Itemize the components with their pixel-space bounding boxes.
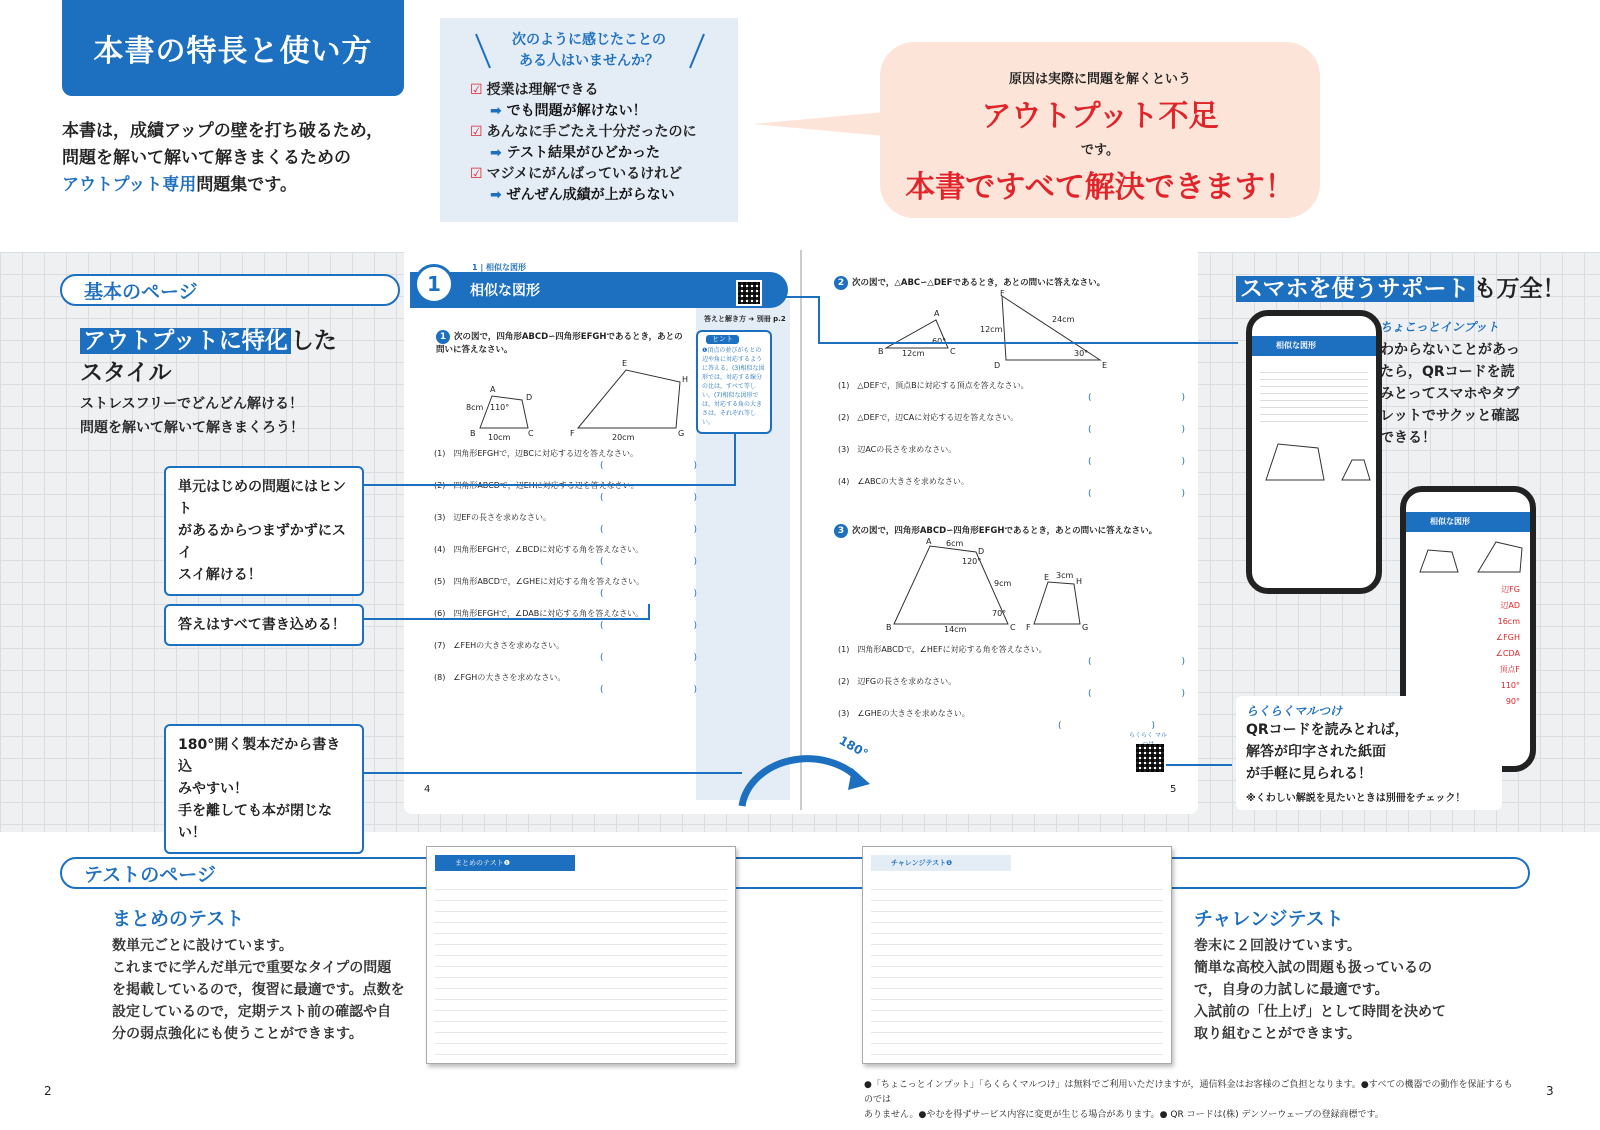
question-item: [470, 80, 697, 101]
challenge-test-title: チャレンジテスト: [1194, 908, 1344, 930]
fig-label: E: [1102, 361, 1108, 370]
phone-answer-list: [1406, 582, 1530, 710]
phone-text-lines: [1260, 366, 1368, 426]
support-text-line: みとってスマホやタブ: [1380, 386, 1520, 402]
desc-line: 簡単な高校入試の問題も扱っているの: [1194, 960, 1432, 976]
fig-label: 120°: [962, 557, 982, 566]
support-text-line: わからないことがあっ: [1380, 342, 1520, 358]
fig-label: B: [878, 347, 884, 356]
bubble-line-1: 原因は実際に問題を解くという: [1008, 72, 1191, 87]
connector-line: [364, 618, 650, 620]
question-arrow-text: でも問題が解けない！: [506, 103, 647, 119]
sub-question: [838, 476, 1186, 508]
desc-line: 取り組むことができます。: [1194, 1026, 1361, 1042]
sub-question-text: (4) ∠ABCの大きさを求めなさい。: [838, 477, 969, 486]
callout-text: 単元はじめの問題にはヒント: [178, 479, 346, 517]
sub-question-text: (2) 辺FGの長さを求めなさい。: [838, 677, 957, 686]
fig-label: G: [1082, 623, 1089, 632]
sub-question: [838, 380, 1186, 412]
fig-label: 14cm: [944, 625, 967, 634]
phone-answer: 頂点F: [1499, 665, 1520, 674]
footer-page-right: 3: [1546, 1084, 1554, 1098]
support-text-line: 解答が印字された紙面: [1246, 744, 1386, 760]
challenge-test-desc: [1194, 935, 1494, 1045]
footer-note-line: ありません。●やむを得ずサービス内容に変更が生じる場合があります。● QR コードは(株) デンソーウェーブの登録商標です。: [864, 1110, 1384, 1120]
figure-quadrilaterals-3: [884, 537, 1114, 634]
question-heading-line-2: ある人はいませんか？: [519, 53, 659, 69]
fig-label: G: [678, 429, 685, 438]
feature-desc-line-2: 問題を解いて解いて解きまくろう！: [80, 420, 304, 436]
answer-blank[interactable]: ( ): [600, 653, 698, 663]
connector-line: [734, 434, 736, 486]
thumb-title: まとめのテスト❶: [435, 855, 575, 871]
connector-line: [818, 342, 1238, 344]
desc-line: 数単元ごとに設けています。: [112, 938, 293, 954]
feature-rest: した: [290, 328, 337, 354]
intro-text: [62, 118, 383, 199]
check-icon: ☑: [470, 82, 483, 98]
sub-question: [434, 512, 698, 544]
callout-text: 180°開く製本だから書き込: [178, 737, 341, 775]
phone-answer: 16cm: [1497, 617, 1520, 626]
feature-description: [80, 392, 304, 440]
footer-note-line: ●「ちょこっとインプット」「らくらくマルつけ」は無料でご利用いただけますが，通信料金はお客様のご負担となります。●すべての機器での動作を保証するものでは: [864, 1080, 1513, 1105]
question-number-icon: 2: [834, 276, 848, 290]
sub-question: [434, 640, 698, 672]
badge-180: 180°: [836, 733, 871, 761]
bubble-line-3: です。: [1081, 143, 1119, 158]
fig-label: D: [978, 547, 985, 556]
thumb-content: [871, 879, 1163, 1059]
sub-question-text: (3) 辺EFの長さを求めなさい。: [434, 513, 551, 522]
phone-figure: [1412, 538, 1532, 578]
sub-question: [434, 608, 698, 640]
figure-quadrilaterals-1: [466, 359, 689, 442]
intro-line-3: [62, 172, 383, 199]
question-arrow-line: [470, 143, 697, 164]
answer-blank[interactable]: ( ): [600, 525, 698, 535]
fig-label: A: [934, 309, 940, 318]
support-text-line: QRコードを読みとれば，: [1246, 722, 1409, 738]
feature-highlight: アウトプットに特化: [80, 328, 291, 354]
callout-text: みやすい！: [178, 781, 248, 797]
page-title: 本書の特長と使い方: [62, 0, 404, 96]
phone-figure: [1258, 436, 1378, 486]
lesson-title-bar: 相似な図形: [410, 272, 788, 308]
question-3: [834, 524, 1174, 538]
input-support-box: [1380, 318, 1550, 449]
phone-answer: ∠FGH: [1496, 633, 1520, 642]
sub-question: [434, 544, 698, 576]
desc-line: 入試前の「仕上げ」として時間を決めて: [1194, 1004, 1446, 1020]
answer-blank[interactable]: ( ): [600, 557, 698, 567]
smartphone-heading-rest: も万全！: [1473, 276, 1566, 302]
intro-line-1: 本書は，成績アップの壁を打ち破るため，: [62, 121, 384, 141]
support-text-line: できる！: [1380, 430, 1436, 446]
question-list: [470, 80, 697, 206]
qr-code-icon[interactable]: [1136, 744, 1164, 772]
qr-code-icon[interactable]: [736, 280, 762, 306]
sub-question-text: [434, 480, 694, 492]
thumb-content: [435, 879, 727, 1059]
sub-question-text: (6) 四角形EFGHで，∠DABに対応する角を答えなさい。: [434, 609, 644, 618]
support-text-line: レットでサクッと確認: [1380, 408, 1520, 424]
challenge-test-thumbnail: [862, 846, 1172, 1064]
question-check-text: マジメにがんばっているけれど: [486, 166, 683, 182]
input-support-text: [1380, 339, 1550, 449]
fig-label: 6cm: [946, 539, 964, 548]
summary-test-desc: [112, 935, 412, 1045]
sub-question-text: (3) ∠GHEの大きさを求めなさい。: [838, 709, 970, 718]
fig-label: A: [926, 537, 932, 546]
q2-sub-list: [838, 380, 1186, 508]
question-2: [834, 276, 1174, 290]
summary-test-thumbnail: [426, 846, 736, 1064]
question-heading: [440, 30, 738, 72]
desc-line: 分の弱点強化にも使うことができます。: [112, 1026, 363, 1042]
answer-speech-bubble: [880, 42, 1320, 218]
hint-box: [696, 330, 772, 434]
callout-hint: [164, 466, 364, 596]
answer-blank[interactable]: ( ): [1088, 657, 1186, 667]
sub-question-text: (1) 四角形EFGHで，辺BCに対応する辺を答えなさい。: [434, 449, 638, 458]
answer-blank[interactable]: ( ): [1088, 457, 1186, 467]
question-arrow-text: ぜんぜん成績が上がらない: [506, 187, 675, 203]
grading-support-text: [1246, 719, 1492, 785]
phone-answer: 90°: [1505, 697, 1520, 706]
phone-lesson-title: 相似な図形: [1252, 336, 1376, 356]
fig-label: 20cm: [612, 433, 635, 442]
page-number-left: 4: [424, 784, 431, 795]
sub-question-text: (2) △DEFで，辺CAに対応する辺を答えなさい。: [838, 413, 1019, 422]
fig-label: 3cm: [1056, 571, 1074, 580]
fig-label: C: [528, 429, 534, 438]
feature-title: [80, 325, 337, 389]
grading-support-box: [1236, 696, 1502, 810]
fig-label: F: [570, 429, 575, 438]
callout-text: スイ解ける！: [178, 567, 262, 583]
answer-blank[interactable]: ( ): [600, 461, 698, 471]
desc-line: 設定しているので，定期テスト前の確認や自: [112, 1004, 392, 1020]
question-heading-line-1: 次のように感じたことの: [512, 32, 666, 48]
connector-line: [648, 604, 650, 620]
tag-chokotto-input: ちょこっとインプット: [1380, 320, 1499, 334]
support-text-line: たら，QRコードを読: [1380, 364, 1515, 380]
check-icon: ☑: [470, 166, 483, 182]
feature-line-2: スタイル: [80, 360, 172, 386]
answer-blank[interactable]: ( ): [1088, 393, 1186, 403]
thumb-title: チャレンジテスト❶: [871, 855, 1011, 871]
fig-label: 70°: [992, 609, 1007, 618]
intro-line-2: 問題を解いて解いて解きまくるための: [62, 148, 351, 168]
q3-sub-list: [838, 644, 1186, 740]
fig-label: E: [1044, 573, 1050, 582]
intro-highlight: アウトプット専用: [62, 175, 197, 195]
answer-blank[interactable]: ( ): [600, 589, 698, 599]
grading-note: ※くわしい解説を見たいときは別冊をチェック！: [1246, 793, 1466, 804]
question-box: [440, 18, 738, 222]
sub-question-text: (1) 四角形ABCDで，∠HEFに対応する角を答えなさい。: [838, 645, 1047, 654]
lesson-number: 1: [414, 264, 454, 304]
question-arrow-text: テスト結果がひどかった: [506, 145, 661, 161]
desc-line: で，自身の力試しに最適です。: [1194, 982, 1389, 998]
check-icon: ☑: [470, 124, 483, 140]
fig-label: 110°: [490, 403, 510, 412]
answer-blank[interactable]: ( ): [600, 685, 698, 695]
connector-line: [364, 484, 734, 486]
answer-blank[interactable]: ( ): [600, 621, 698, 631]
callout-text: 答えはすべて書き込める！: [178, 617, 346, 633]
fig-label: 10cm: [488, 433, 511, 442]
challenge-test-block: [1194, 904, 1494, 1045]
sub-question: [434, 448, 698, 480]
phone-lesson-title: 相似な図形: [1406, 512, 1530, 532]
smartphone-heading: [1236, 270, 1566, 303]
question-item: [470, 122, 697, 143]
fig-label: H: [682, 375, 689, 384]
fig-label: 9cm: [994, 579, 1012, 588]
section-label-test: テストのページ: [60, 857, 1530, 889]
fig-label: D: [526, 393, 533, 402]
bubble-output-shortage: アウトプット不足: [981, 99, 1219, 134]
answer-blank[interactable]: ( ): [1058, 721, 1156, 731]
callout-text: 手を離しても本が閉じない！: [178, 803, 332, 841]
section-label-basic: 基本のページ: [60, 274, 400, 306]
figure-triangles: [876, 290, 1106, 370]
question-2-text: 次の図で，△ABC∽△DEFであるとき，あとの問いに答えなさい。: [852, 278, 1106, 288]
summary-test-title: まとめのテスト: [112, 908, 245, 930]
fig-label: B: [886, 623, 892, 632]
summary-test-block: [112, 904, 412, 1045]
desc-line: これまでに学んだ単元で重要なタイプの問題: [112, 960, 392, 976]
sub-question: [434, 672, 698, 704]
sub-question: [838, 708, 1178, 740]
question-check-text: 授業は理解できる: [486, 82, 599, 98]
hint-text: ❶頂点の並びがもとの辺や角に対応するように答える。(3)相似な図形では，対応する線分の比は，すべて等しい。(7)相似な図形では，対応する角の大きさは，それぞれ等しい。: [702, 347, 765, 426]
book-spine: [800, 250, 802, 810]
arrow-icon: ➡: [490, 145, 507, 161]
question-arrow-line: [470, 185, 697, 206]
answer-blank[interactable]: ( ): [600, 493, 698, 503]
sub-question: [838, 676, 1186, 708]
sub-question-list: [434, 448, 698, 704]
lesson-tag: 1 | 相似な図形: [472, 263, 527, 272]
fig-label: H: [1076, 577, 1083, 586]
connector-line: [762, 296, 818, 298]
intro-line-3-rest: 問題集です。: [196, 175, 297, 195]
arrow-icon: ➡: [490, 103, 507, 119]
fig-label: B: [470, 429, 476, 438]
fig-label: E: [622, 359, 628, 368]
fig-label: C: [1010, 623, 1016, 632]
speech-bubble-tail: [752, 112, 884, 136]
callout-write-in: [164, 604, 364, 646]
sub-question: [838, 644, 1186, 676]
page-number-right: 5: [1170, 784, 1177, 795]
sub-question-text: (8) ∠FGHの大きさを求めなさい。: [434, 673, 566, 682]
fig-label: 24cm: [1052, 315, 1075, 324]
sub-question: [838, 444, 1186, 476]
question-1-text: 次の図で，四角形ABCD∽四角形EFGHであるとき，あとの問いに答えなさい。: [436, 332, 683, 355]
sub-question-text: (1) △DEFで，頂点Bに対応する頂点を答えなさい。: [838, 381, 1029, 390]
answer-blank[interactable]: ( ): [1088, 425, 1186, 435]
question-3-text: 次の図で，四角形ABCD∽四角形EFGHであるとき，あとの問いに答えなさい。: [852, 526, 1158, 536]
question-number-icon: 1: [436, 330, 450, 344]
qr-label: らくらく マル: [1129, 732, 1167, 739]
answer-blank[interactable]: ( ): [1088, 489, 1186, 499]
phone-answer: 辺FG: [1501, 585, 1520, 594]
callout-text: があるからつまずかずにスイ: [178, 523, 346, 561]
phone-answer: ∠CDA: [1495, 649, 1520, 658]
fig-label: 12cm: [902, 349, 925, 358]
sub-question-text: (7) ∠FEHの大きさを求めなさい。: [434, 641, 565, 650]
callout-180-binding: [164, 724, 364, 854]
fig-label: 8cm: [466, 403, 484, 412]
hint-label: ヒント: [706, 335, 739, 344]
fig-label: F: [1026, 623, 1031, 632]
desc-line: を掲載しているので，復習に最適です。点数を: [112, 982, 405, 998]
fig-label: F: [1000, 289, 1005, 298]
arrow-icon: ➡: [490, 187, 507, 203]
smartphone-1: [1246, 310, 1382, 594]
question-1: [436, 330, 688, 357]
phone-answer: 110°: [1500, 681, 1520, 690]
connector-line: [364, 772, 742, 774]
footer-page-left: 2: [44, 1084, 52, 1098]
question-item: [470, 164, 697, 185]
footer-note: [864, 1078, 1514, 1123]
sub-question-text: (4) 四角形EFGHで，∠BCDに対応する角を答えなさい。: [434, 545, 644, 554]
fig-label: 12cm: [980, 325, 1003, 334]
fig-label: C: [950, 347, 956, 356]
question-arrow-line: [470, 101, 697, 122]
sub-question: [434, 576, 698, 608]
answer-blank[interactable]: ( ): [1088, 689, 1186, 699]
phone-answer: 辺AD: [1500, 601, 1520, 610]
question-number-icon: 3: [834, 524, 848, 538]
fig-label: A: [490, 385, 496, 394]
support-text-line: が手軽に見られる！: [1246, 766, 1372, 782]
sub-question-text: (5) 四角形ABCDで，∠GHEに対応する角を答えなさい。: [434, 577, 645, 586]
fig-label: D: [994, 361, 1001, 370]
smartphone-heading-highlight: スマホを使うサポート: [1236, 276, 1474, 302]
answer-reference: 答えと解き方 ➜ 別冊 p.2: [704, 315, 786, 323]
sub-question: [838, 412, 1186, 444]
sub-question-text: (3) 辺ACの長さを求めなさい。: [838, 445, 957, 454]
connector-line: [818, 296, 820, 344]
tag-rakuraku-marutsuke: らくらくマルつけ: [1246, 704, 1343, 718]
question-check-text: あんなに手ごたえ十分だったのに: [486, 124, 697, 140]
fig-label: 30°: [1074, 349, 1089, 358]
desc-line: 巻末に２回設けています。: [1194, 938, 1361, 954]
feature-desc-line-1: ストレスフリーでどんどん解ける！: [80, 396, 304, 412]
bubble-solution: 本書ですべて解決できます！: [905, 170, 1295, 205]
connector-line: [1166, 764, 1232, 766]
